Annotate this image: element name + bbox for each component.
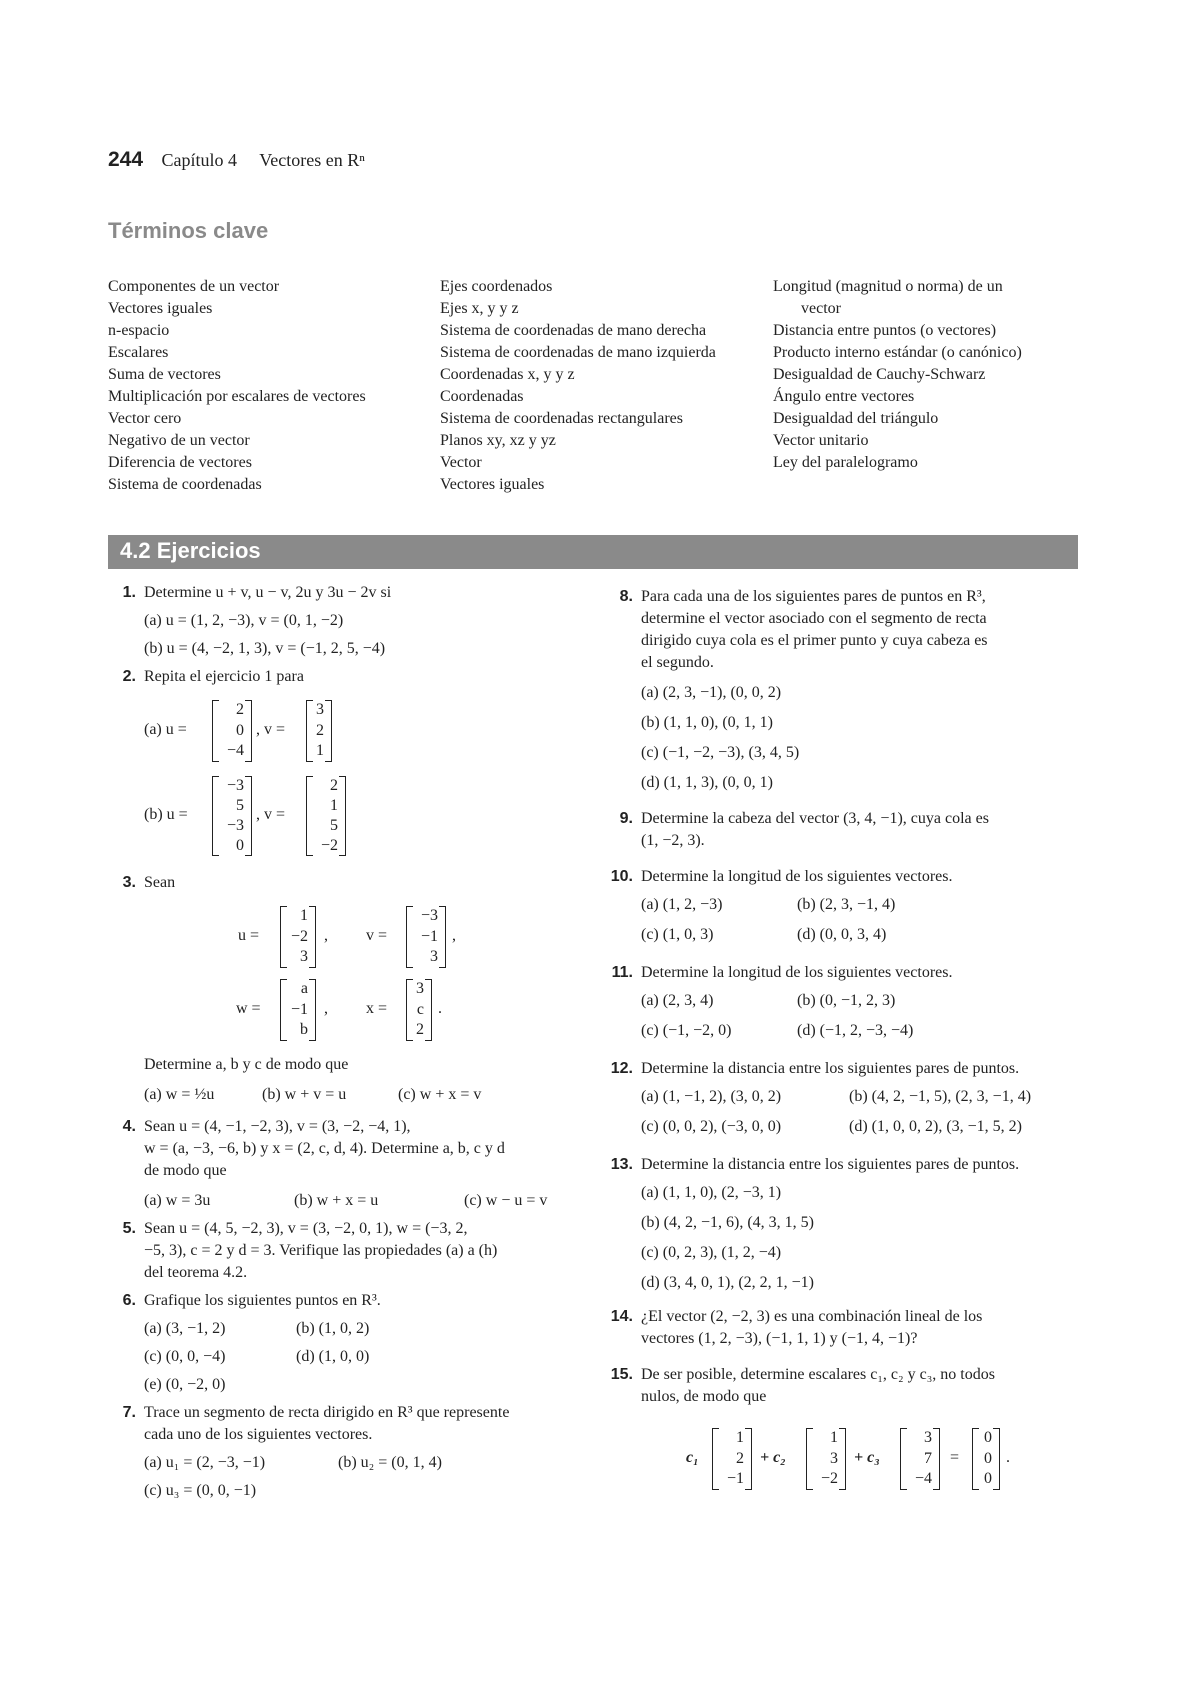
comma: , [324,1000,328,1017]
comma: , [452,927,456,944]
period: . [1006,1449,1010,1466]
x-label: x = [366,1000,388,1017]
matrix-entry: −3 [226,777,244,794]
part-a: (a) w = ½u [144,1086,215,1103]
matrix [406,979,432,1041]
part-c: (c) (−1, −2, 0) [641,1022,732,1039]
matrix-entry: a [300,980,308,997]
running-header [108,148,365,172]
page-number: 244 [108,148,144,171]
equals-sign: = [950,1449,960,1466]
matrix-entry: 1 [300,907,308,924]
part-b: (b) (0, −1, 2, 3) [797,992,896,1009]
matrix-entry: 0 [984,1429,992,1446]
key-term: Sistema de coordenadas [108,476,262,493]
matrix [900,1428,940,1490]
exercise-text: Sean [144,874,176,891]
v-label: v = [366,927,388,944]
matrix-entry: 0 [236,721,244,739]
matrix-entry: −4 [914,1470,932,1488]
matrix-entry: 7 [924,1449,932,1467]
key-term: Ejes coordenados [440,278,553,295]
matrix-entry: 2 [236,701,244,718]
key-term: Vector unitario [773,432,869,449]
line-2: w = (a, −3, −6, b) y x = (2, c, d, 4). Determine a, b, c y d [144,1140,505,1157]
part-d: (d) (3, 4, 0, 1), (2, 2, 1, −1) [641,1274,814,1291]
line-1: Sean u = (4, −1, −2, 3), v = (3, −2, −4, 1), [144,1118,411,1135]
matrix [406,906,446,968]
c3-label: + c₃ [854,1449,880,1466]
matrix-entry: 0 [984,1449,992,1467]
key-term: Longitud (magnitud o norma) de un [773,278,1003,295]
part-e: (e) (0, −2, 0) [144,1376,226,1393]
c2-label: + c₂ [760,1449,786,1466]
matrix-entry: 1 [316,742,324,760]
key-term: Multiplicación por escalares de vectores [108,388,366,405]
key-term: Vectores iguales [440,476,545,493]
matrix-entry: −3 [226,817,244,834]
matrix [212,776,252,856]
key-term: Coordenadas x, y y z [440,366,575,383]
key-term: Desigualdad del triángulo [773,410,939,427]
line-2: determine el vector asociado con el segmento de recta [641,610,987,627]
c1-label: c₁ [686,1449,699,1466]
exercise-number: 2. [122,668,136,685]
matrix-entry: −1 [290,1000,308,1018]
key-terms-column-1 [108,276,366,496]
line-1: Trace un segmento de recta dirigido en R³ que represente [144,1404,510,1421]
line-3: del teorema 4.2. [144,1264,248,1281]
exercise-text: Determine u + v, u − v, 2u y 3u − 2v si [144,584,392,601]
separator: , v = [256,721,286,738]
key-term: Vector cero [108,410,182,427]
line-1: De ser posible, determine escalares c₁, c₂ y c₃, no todos [641,1366,995,1383]
line-2: cada uno de los siguientes vectores. [144,1426,373,1443]
key-term: Coordenadas [440,388,524,405]
part-b: (b) w + x = u [294,1192,379,1209]
matrix-entry: −2 [820,1470,838,1488]
part-b: (b) (1, 1, 0), (0, 1, 1) [641,714,773,731]
key-term: Negativo de un vector [108,432,250,449]
matrix [280,979,316,1041]
part-b: (b) w + v = u [262,1086,347,1103]
key-term: Planos xy, xz y yz [440,432,556,449]
exercise-number: 12. [610,1060,633,1077]
key-term: Sistema de coordenadas rectangulares [440,410,684,427]
part-c: (c) (0, 0, 2), (−3, 0, 0) [641,1118,782,1135]
part-d: (d) (−1, 2, −3, −4) [797,1022,914,1039]
key-term: Sistema de coordenadas de mano izquierda [440,344,716,361]
exercise-text: Repita el ejercicio 1 para [144,668,304,685]
matrix-entry: 2 [416,1021,424,1039]
matrix-entry: 3 [300,948,308,966]
matrix-entry: −1 [420,927,438,945]
part-c: (c) u₃ = (0, 0, −1) [144,1482,257,1499]
line-2: nulos, de modo que [641,1388,767,1405]
matrix-entry: −2 [290,927,308,945]
matrix-entry: 3 [416,980,424,997]
line-2: −5, 3), c = 2 y d = 3. Verifique las propiedades (a) a (h) [144,1242,498,1259]
matrix-entry: 2 [736,1449,744,1467]
exercise-number: 14. [610,1308,633,1325]
key-term: Suma de vectores [108,366,221,383]
exercise-number: 9. [619,810,633,827]
matrix [306,776,346,856]
exercise-number: 3. [122,874,136,891]
separator: , v = [256,806,286,823]
part-b: (b) (4, 2, −1, 6), (4, 3, 1, 5) [641,1214,814,1231]
key-term: Ejes x, y y z [440,300,519,317]
matrix-entry: −3 [420,907,438,924]
matrix-entry: 1 [330,797,338,814]
part-a: (a) w = 3u [144,1192,211,1209]
part-b: (b) u₂ = (0, 1, 4) [338,1454,442,1471]
matrix-entry: 3 [830,1449,838,1467]
key-term: Sistema de coordenadas de mano derecha [440,322,707,339]
matrix-entry: 0 [236,837,244,854]
matrix-entry: 3 [430,948,438,966]
part-c: (c) (0, 0, −4) [144,1348,226,1365]
section-title: 4.2 Ejercicios [120,538,261,563]
part-d: (d) (1, 0, 0, 2), (3, −1, 5, 2) [849,1118,1022,1135]
line-3: dirigido cuya cola es el primer punto y cuya cabeza es [641,632,988,649]
exercise-text: Determine la longitud de los siguientes vectores. [641,964,953,981]
period: . [438,1000,442,1017]
exercise-number: 5. [122,1220,136,1237]
part-a: (a) u = (1, 2, −3), v = (0, 1, −2) [144,612,344,629]
matrix-entry: 0 [984,1470,992,1488]
key-term: Vector [440,454,482,471]
part-a: (a) (2, 3, −1), (0, 0, 2) [641,684,782,701]
key-term: Distancia entre puntos (o vectores) [773,322,997,339]
matrix [212,700,252,762]
matrix-entry: 3 [924,1429,932,1446]
key-term: Componentes de un vector [108,278,280,295]
u-label: u = [238,927,260,944]
part-d: (d) (1, 0, 0) [296,1348,370,1365]
matrix [306,700,332,762]
exercise-number: 15. [610,1366,633,1383]
part-b: (b) u = (4, −2, 1, 3), v = (−1, 2, 5, −4) [144,640,386,657]
part-b: (b) (4, 2, −1, 5), (2, 3, −1, 4) [849,1088,1032,1105]
part-a: (a) (3, −1, 2) [144,1320,226,1337]
exercise-number: 10. [610,868,633,885]
matrix-entry: −2 [320,837,338,854]
chapter-title: Vectores en Rⁿ [259,150,365,170]
key-term: Producto interno estándar (o canónico) [773,344,1022,361]
part-a: (a) (2, 3, 4) [641,992,714,1009]
part-a: (a) u₁ = (2, −3, −1) [144,1454,266,1471]
line-1: Determine la cabeza del vector (3, 4, −1), cuya cola es [641,810,989,827]
matrix [806,1428,846,1490]
matrix-entry: c [416,1000,424,1018]
exercise-number: 13. [610,1156,633,1173]
matrix-entry: 2 [316,721,324,739]
part-b: (b) (1, 0, 2) [296,1320,370,1337]
key-term: Vectores iguales [108,300,213,317]
key-term: Desigualdad de Cauchy-Schwarz [773,366,986,383]
key-term: n-espacio [108,322,170,339]
matrix-entry: 5 [330,817,338,834]
key-terms-title: Términos clave [108,218,269,243]
section-bar [108,535,1078,569]
key-term: vector [801,300,841,317]
part-c: (c) (1, 0, 3) [641,926,714,943]
matrix-entry: −4 [226,742,244,760]
part-a: (a) (1, −1, 2), (3, 0, 2) [641,1088,782,1105]
matrix [972,1428,1000,1490]
part-c: (c) (−1, −2, −3), (3, 4, 5) [641,744,800,761]
line-1: Sean u = (4, 5, −2, 3), v = (3, −2, 0, 1), w = (−3, 2, [144,1220,468,1237]
exercise-number: 6. [122,1292,136,1309]
exercise-number: 8. [619,588,633,605]
line-1: ¿El vector (2, −2, 3) es una combinación lineal de los [641,1308,983,1325]
exercise-text: Determine la longitud de los siguientes vectores. [641,868,953,885]
exercise-text: Determine la distancia entre los siguientes pares de puntos. [641,1060,1020,1077]
line-4: el segundo. [641,654,714,671]
matrix [280,906,316,968]
exercise-text: Determine a, b y c de modo que [144,1056,349,1073]
line-1: Para cada una de los siguientes pares de puntos en R³, [641,588,986,605]
key-terms-column-2 [440,276,716,496]
exercise-number: 7. [122,1404,136,1421]
part-a: (a) (1, 2, −3) [641,896,723,913]
chapter-label: Capítulo 4 [161,150,238,170]
matrix-entry: 5 [236,797,244,814]
key-terms-column-3 [773,276,1022,474]
line-3: de modo que [144,1162,227,1179]
matrix-entry: 3 [316,701,324,718]
exercise-number: 4. [122,1118,136,1135]
matrix-entry: 2 [330,777,338,794]
part-b-label: (b) u = [144,806,188,823]
key-term: Escalares [108,344,169,361]
key-term: Diferencia de vectores [108,454,252,471]
comma: , [324,927,328,944]
part-c: (c) w − u = v [464,1192,548,1209]
matrix-entry: 1 [830,1429,838,1446]
part-d: (d) (0, 0, 3, 4) [797,926,887,943]
matrix [712,1428,752,1490]
key-term: Ley del paralelogramo [773,454,918,471]
exercise-text: Determine la distancia entre los siguientes pares de puntos. [641,1156,1020,1173]
part-a: (a) (1, 1, 0), (2, −3, 1) [641,1184,782,1201]
matrix-entry: −1 [726,1470,744,1488]
part-c: (c) w + x = v [398,1086,482,1103]
exercise-number: 1. [122,584,136,601]
part-c: (c) (0, 2, 3), (1, 2, −4) [641,1244,782,1261]
line-2: (1, −2, 3). [641,832,705,849]
part-d: (d) (1, 1, 3), (0, 0, 1) [641,774,773,791]
part-b: (b) (2, 3, −1, 4) [797,896,896,913]
part-a-label: (a) u = [144,721,187,738]
matrix-entry: 1 [736,1429,744,1446]
key-term: Ángulo entre vectores [773,388,915,405]
exercise-text: Grafique los siguientes puntos en R³. [144,1292,381,1309]
w-label: w = [236,1000,261,1017]
line-2: vectores (1, 2, −3), (−1, 1, 1) y (−1, 4, −1)? [641,1330,918,1347]
exercise-number: 11. [611,964,633,981]
matrix-entry: b [300,1021,308,1039]
